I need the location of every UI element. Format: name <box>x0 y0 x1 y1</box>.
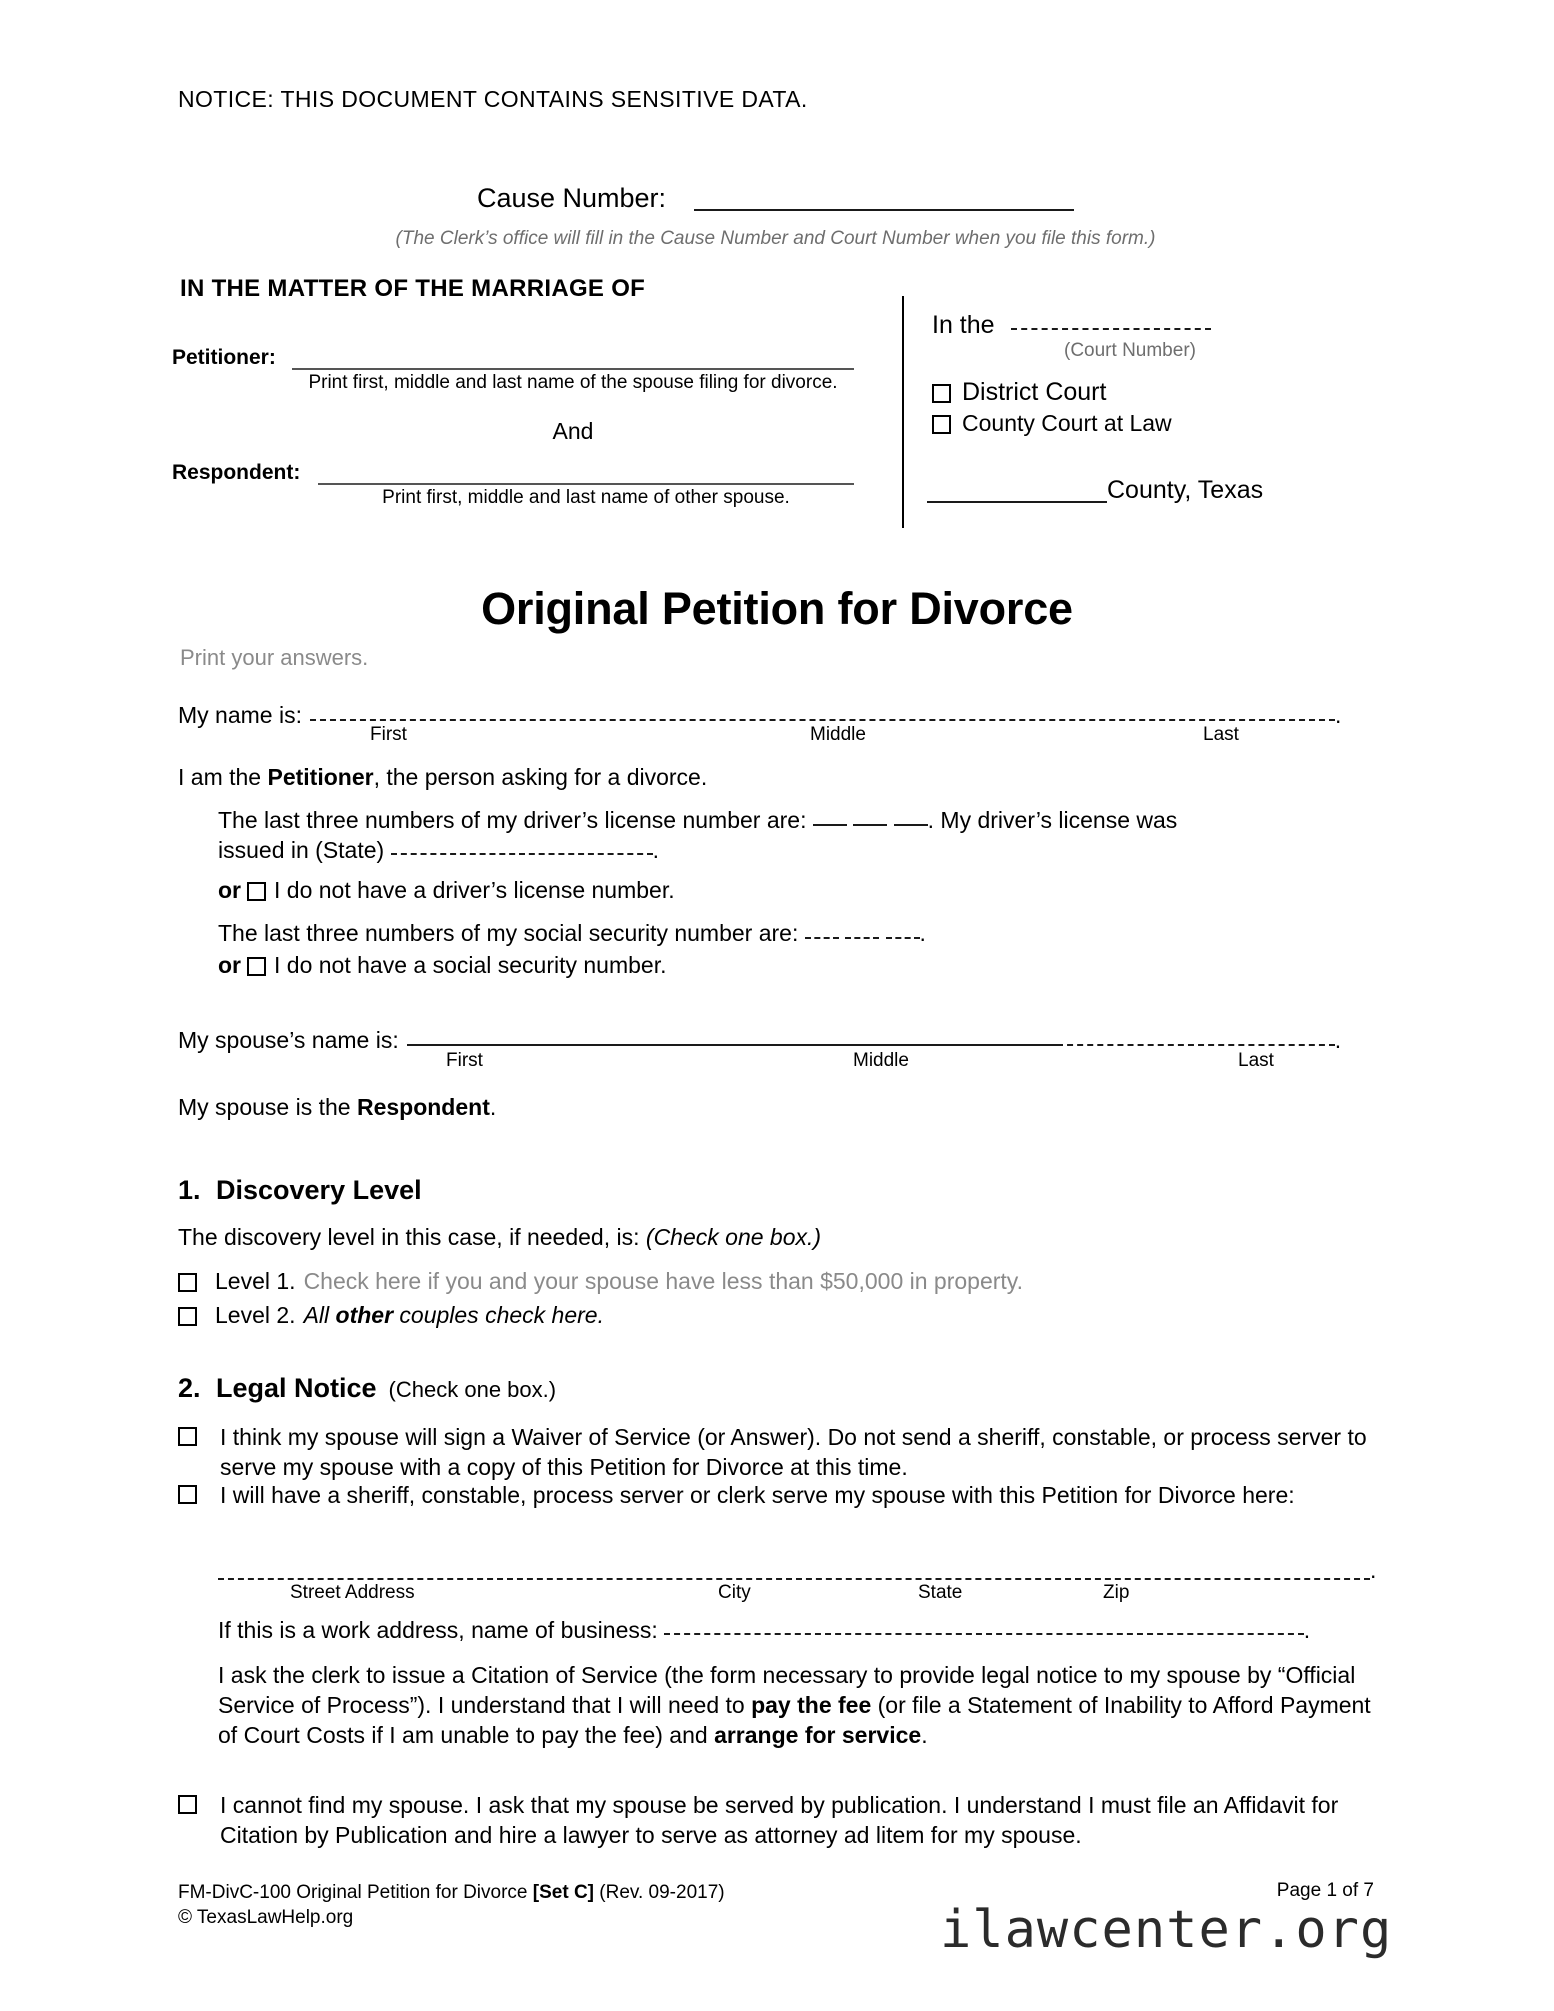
level-2-hint-post: couples check here. <box>393 1302 604 1328</box>
ssn-digit-blank-1[interactable] <box>805 937 839 939</box>
court-option-county[interactable] <box>932 408 1172 438</box>
level-2-hint-bold: other <box>335 1302 394 1328</box>
citation-line-3-pre: to Afford Payment of Court Costs if I am unable to pay the fee) and <box>218 1692 1371 1748</box>
work-address-label: If this is a work address, name of business: <box>218 1617 658 1643</box>
and-connector: And <box>552 418 594 444</box>
page-title: Original Petition for Divorce <box>481 583 1073 634</box>
footer-set-c: [Set C] <box>532 1882 594 1903</box>
print-answers-instruction: Print your answers. <box>180 645 369 670</box>
serve-spouse-label: I will have a sheriff, constable, process server or clerk serve my spouse with this Petition for Divorce here: <box>220 1482 1295 1508</box>
i-am-petitioner-line <box>178 762 707 792</box>
my-name-first-label: First <box>370 724 407 745</box>
in-the-label: In the <box>932 311 995 339</box>
cause-number-row <box>178 183 1373 214</box>
respondent-word: Respondent <box>356 1094 490 1120</box>
publication-checkbox[interactable] <box>178 1795 197 1814</box>
footer-form-info <box>178 1880 725 1930</box>
drivers-license-line-2 <box>218 835 659 865</box>
section-2-number: 2. <box>178 1373 201 1403</box>
petitioner-name-blank[interactable] <box>292 368 854 370</box>
drivers-license-line-1 <box>218 805 1378 835</box>
service-address-blank[interactable] <box>218 1578 1370 1580</box>
ssn-period: . <box>919 920 926 946</box>
dl-state-period: . <box>652 837 659 863</box>
or-word-ssn: or <box>218 952 241 978</box>
level-2-hint-pre: All <box>303 1302 336 1328</box>
publication-label: I cannot find my spouse. I ask that my spouse be served by publication. I understand I must file an Affidavit for Citation by Publication and hire a lawyer to serve as attorney ad litem for my spouse. <box>220 1792 1339 1848</box>
spouse-last-label: Last <box>1238 1050 1274 1071</box>
i-am-pre: I am the <box>178 764 268 790</box>
county-name-blank[interactable] <box>927 501 1107 503</box>
no-ssn-label: I do not have a social security number. <box>274 952 667 978</box>
court-number-blank[interactable] <box>1011 328 1211 330</box>
arrange-for-service-bold: arrange for service <box>714 1722 922 1748</box>
spouse-name-sublabels <box>178 1050 1378 1076</box>
section-2-check-one-box: (Check one box.) <box>388 1377 557 1402</box>
ssn-digit-blank-2[interactable] <box>845 937 879 939</box>
dl-digit-blank-2[interactable] <box>853 824 887 826</box>
addr-city-label: City <box>718 1582 751 1603</box>
drivers-license-none-row[interactable] <box>218 875 675 905</box>
or-word-dl: or <box>218 877 241 903</box>
legal-notice-option-waiver[interactable] <box>178 1422 1378 1482</box>
i-am-post: , the person asking for a divorce. <box>373 764 708 790</box>
work-address-period: . <box>1303 1617 1311 1643</box>
citation-line-3-post: . <box>921 1722 928 1748</box>
spouse-name-blank-dashed[interactable] <box>1057 1044 1335 1046</box>
footer-form-pre: FM-DivC-100 Original Petition for Divorce <box>178 1882 533 1903</box>
respondent-hint: Print first, middle and last name of other spouse. <box>382 487 790 508</box>
discovery-check-one-box: (Check one box.) <box>645 1224 822 1250</box>
level-2-label: Level 2. <box>215 1302 296 1328</box>
legal-notice-option-publication[interactable] <box>178 1790 1378 1850</box>
dl-label-pre: The last three numbers of my driver’s license number are: <box>218 807 807 833</box>
waiver-of-service-checkbox[interactable] <box>178 1427 197 1446</box>
discovery-level-intro <box>178 1222 821 1252</box>
county-court-checkbox[interactable] <box>932 415 951 434</box>
watermark: ilawcenter.org <box>940 1900 1393 1960</box>
legal-notice-option-serve[interactable] <box>178 1480 1378 1510</box>
level-1-label: Level 1. <box>215 1268 296 1294</box>
discovery-level-1-row[interactable] <box>178 1268 1023 1295</box>
citation-line-1: I ask the clerk to issue a Citation of Service (the form necessary to provide legal notice to my spouse by <box>218 1662 1272 1688</box>
spouse-middle-label: Middle <box>853 1050 909 1071</box>
section-2-heading <box>178 1373 556 1404</box>
cause-number-blank[interactable] <box>694 209 1074 211</box>
work-address-row <box>218 1617 1310 1644</box>
respondent-label: Respondent: <box>172 461 301 484</box>
spouse-name-period: . <box>1334 1027 1342 1053</box>
citation-of-service-paragraph <box>218 1660 1373 1750</box>
addr-state-label: State <box>918 1582 963 1603</box>
section-1-number: 1. <box>178 1175 201 1205</box>
service-address-period: . <box>1370 1557 1377 1583</box>
no-ssn-checkbox[interactable] <box>247 957 266 976</box>
section-2-title: Legal Notice <box>216 1373 377 1403</box>
in-the-court-row <box>932 311 1211 340</box>
section-1-heading <box>178 1175 422 1206</box>
no-drivers-license-label: I do not have a driver’s license number. <box>274 877 675 903</box>
district-court-checkbox[interactable] <box>932 384 951 403</box>
level-1-checkbox[interactable] <box>178 1273 197 1292</box>
ssn-none-row[interactable] <box>218 950 667 980</box>
petitioner-label: Petitioner: <box>172 346 276 369</box>
spouse-first-label: First <box>446 1050 483 1071</box>
citation-line-2-post: (or file a Statement of Inability <box>871 1692 1182 1718</box>
dl-state-blank[interactable] <box>391 853 653 855</box>
court-option-district[interactable] <box>932 378 1106 407</box>
discovery-intro-text: The discovery level in this case, if needed, is: <box>178 1224 646 1250</box>
citation-line-2-pre: “Official Service of Process”). I understand that I will need to <box>218 1662 1356 1718</box>
my-name-blank[interactable] <box>310 719 1335 721</box>
serve-spouse-checkbox[interactable] <box>178 1485 197 1504</box>
respondent-name-blank[interactable] <box>318 483 854 485</box>
dl-digit-blank-3[interactable] <box>894 824 928 826</box>
pay-the-fee-bold: pay the fee <box>751 1692 872 1718</box>
addr-street-label: Street Address <box>290 1582 415 1603</box>
section-1-title: Discovery Level <box>216 1175 422 1205</box>
cause-number-label: Cause Number: <box>476 183 667 213</box>
spouse-is-respondent-line <box>178 1092 496 1122</box>
district-court-label: District Court <box>962 378 1107 406</box>
spouse-is-post: . <box>489 1094 497 1120</box>
dl-state-label: issued in (State) <box>218 837 385 863</box>
discovery-level-2-row[interactable] <box>178 1302 604 1329</box>
ssn-digit-blank-3[interactable] <box>886 937 920 939</box>
county-texas-label: County, Texas <box>1107 476 1264 504</box>
my-name-label: My name is: <box>178 702 302 728</box>
no-drivers-license-checkbox[interactable] <box>247 882 266 901</box>
ssn-line <box>218 918 926 948</box>
service-address-sublabels <box>218 1582 1370 1608</box>
work-address-blank[interactable] <box>664 1633 1304 1635</box>
spouse-name-blank-solid[interactable] <box>407 1044 1057 1046</box>
footer-form-line <box>178 1880 725 1905</box>
spouse-name-label: My spouse’s name is: <box>178 1027 399 1053</box>
footer-copyright: © TexasLawHelp.org <box>178 1907 354 1928</box>
petitioner-hint: Print first, middle and last name of the spouse filing for divorce. <box>308 372 838 393</box>
addr-zip-label: Zip <box>1103 1582 1130 1603</box>
footer-page-number: Page 1 of 7 <box>1276 1880 1374 1901</box>
sensitive-data-notice: NOTICE: THIS DOCUMENT CONTAINS SENSITIVE DATA. <box>178 86 808 112</box>
my-name-last-label: Last <box>1203 724 1239 745</box>
my-name-period: . <box>1334 702 1342 728</box>
level-2-checkbox[interactable] <box>178 1307 197 1326</box>
footer-form-post: (Rev. 09-2017) <box>594 1882 725 1903</box>
matter-heading: IN THE MATTER OF THE MARRIAGE OF <box>180 275 646 302</box>
county-texas-row <box>927 476 1263 505</box>
petitioner-word: Petitioner <box>267 764 374 790</box>
ssn-label-pre: The last three numbers of my social security number are: <box>218 920 799 946</box>
county-court-label: County Court at Law <box>962 410 1172 436</box>
court-number-hint: (Court Number) <box>1064 340 1196 361</box>
dl-label-post: . My driver’s license was <box>927 807 1178 833</box>
waiver-of-service-label: I think my spouse will sign a Waiver of Service (or Answer). Do not send a sheriff, constable, or process server to serve my spouse with a copy of this Petition for Divorce at this time. <box>220 1424 1367 1480</box>
level-1-hint: Check here if you and your spouse have less than $50,000 in property. <box>303 1268 1023 1294</box>
clerk-office-note: (The Clerk’s office will fill in the Cause Number and Court Number when you file this form.) <box>395 228 1156 249</box>
my-name-middle-label: Middle <box>810 724 866 745</box>
level-2-hint <box>304 1302 604 1328</box>
case-caption-block <box>172 268 1372 533</box>
spouse-is-pre: My spouse is the <box>178 1094 357 1120</box>
my-name-sublabels <box>178 724 1378 750</box>
caption-vertical-divider <box>902 296 904 528</box>
dl-digit-blank-1[interactable] <box>813 824 847 826</box>
